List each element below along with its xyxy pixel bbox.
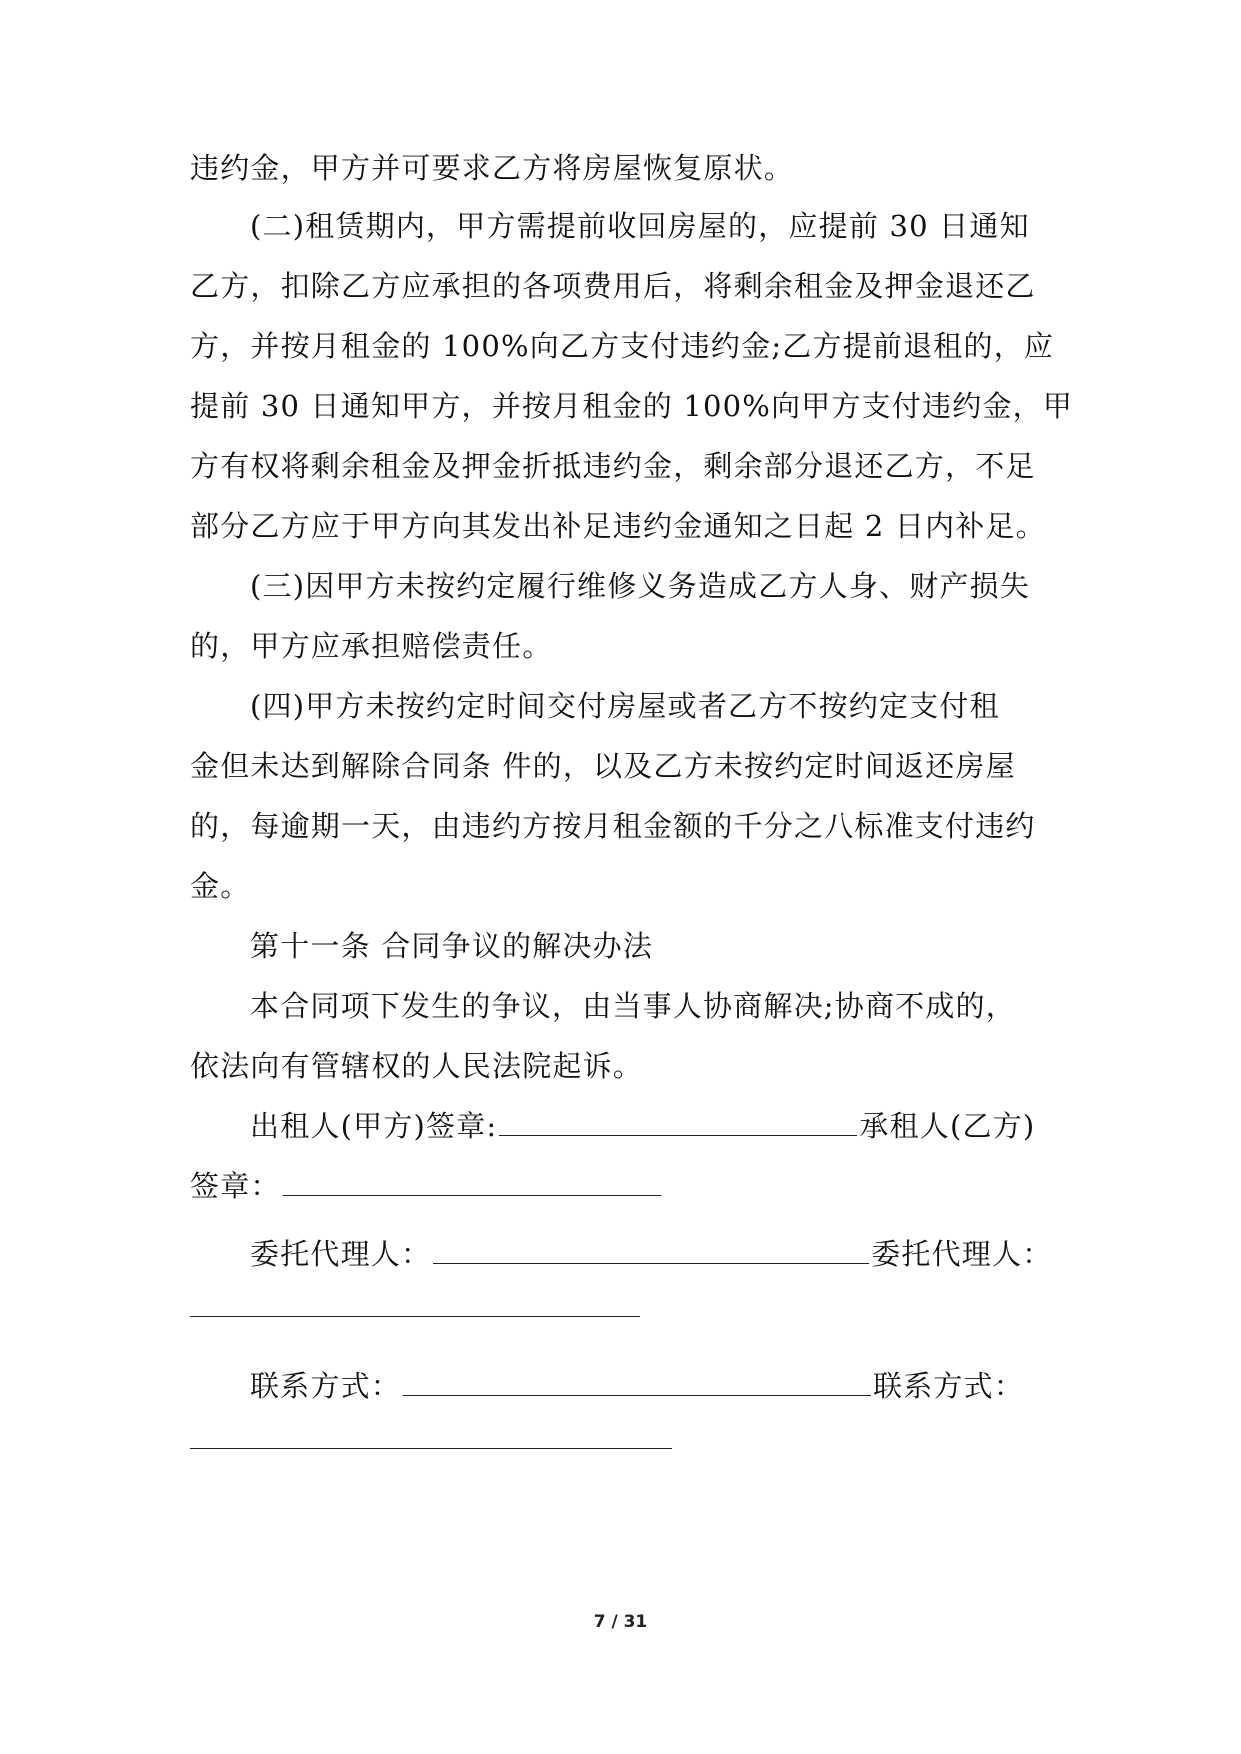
agent-line bbox=[250, 1234, 1052, 1274]
lessee-signature-line bbox=[190, 1166, 663, 1206]
paragraph-line: 金。 bbox=[190, 869, 251, 903]
contact-label-lessor: 联系方式： bbox=[250, 1369, 402, 1403]
paragraph-line: 提前 30 日通知甲方，并按月租金的 100%向甲方支付违约金，甲 bbox=[190, 389, 1074, 423]
paragraph-line: 方，并按月租金的 100%向乙方支付违约金;乙方提前退租的，应 bbox=[190, 329, 1055, 363]
paragraph-line: 违约金，甲方并可要求乙方将房屋恢复原状。 bbox=[190, 151, 795, 185]
paragraph-line: 的，甲方应承担赔偿责任。 bbox=[190, 629, 553, 663]
paragraph-line: (四)甲方未按约定时间交付房屋或者乙方不按约定支付租 bbox=[250, 689, 1000, 723]
lessor-signature-blank bbox=[499, 1109, 857, 1136]
paragraph-line: 方有权将剩余租金及押金折抵违约金，剩余部分退还乙方，不足 bbox=[190, 449, 1036, 483]
paragraph-line: 部分乙方应于甲方向其发出补足违约金通知之日起 2 日内补足。 bbox=[190, 509, 1046, 543]
agent-blank-lessee bbox=[190, 1315, 640, 1317]
contact-blank-lessor bbox=[403, 1369, 871, 1396]
lessee-label: 承租人(乙方) bbox=[859, 1109, 1036, 1143]
page-number: 7 / 31 bbox=[593, 1612, 648, 1632]
paragraph-line: (二)租赁期内，甲方需提前收回房屋的，应提前 30 日通知 bbox=[250, 209, 1030, 243]
agent-label-lessee: 委托代理人： bbox=[871, 1237, 1053, 1271]
paragraph-line: 依法向有管辖权的人民法院起诉。 bbox=[190, 1049, 644, 1083]
lessee-seal-label: 签章： bbox=[190, 1169, 281, 1203]
paragraph-line: 本合同项下发生的争议，由当事人协商解决;协商不成的， bbox=[250, 989, 1016, 1023]
section-heading: 第十一条 合同争议的解决办法 bbox=[250, 929, 654, 963]
agent-label-lessor: 委托代理人： bbox=[250, 1237, 432, 1271]
lessor-label: 出租人(甲方)签章: bbox=[250, 1109, 498, 1143]
agent-blank-lessor bbox=[433, 1237, 869, 1264]
contact-label-lessee: 联系方式： bbox=[873, 1369, 1025, 1403]
paragraph-line: 金但未达到解除合同条 件的，以及乙方未按约定时间返还房屋 bbox=[190, 749, 1016, 783]
contact-line bbox=[250, 1366, 1024, 1406]
paragraph-line: (三)因甲方未按约定履行维修义务造成乙方人身、财产损失 bbox=[250, 569, 1031, 603]
contact-blank-lessee bbox=[190, 1447, 672, 1449]
paragraph-line: 乙方，扣除乙方应承担的各项费用后，将剩余租金及押金退还乙 bbox=[190, 269, 1036, 303]
lessee-signature-blank bbox=[283, 1169, 661, 1196]
lessor-signature-line bbox=[250, 1106, 1035, 1146]
paragraph-line: 的，每逾期一天，由违约方按月租金额的千分之八标准支付违约 bbox=[190, 809, 1036, 843]
